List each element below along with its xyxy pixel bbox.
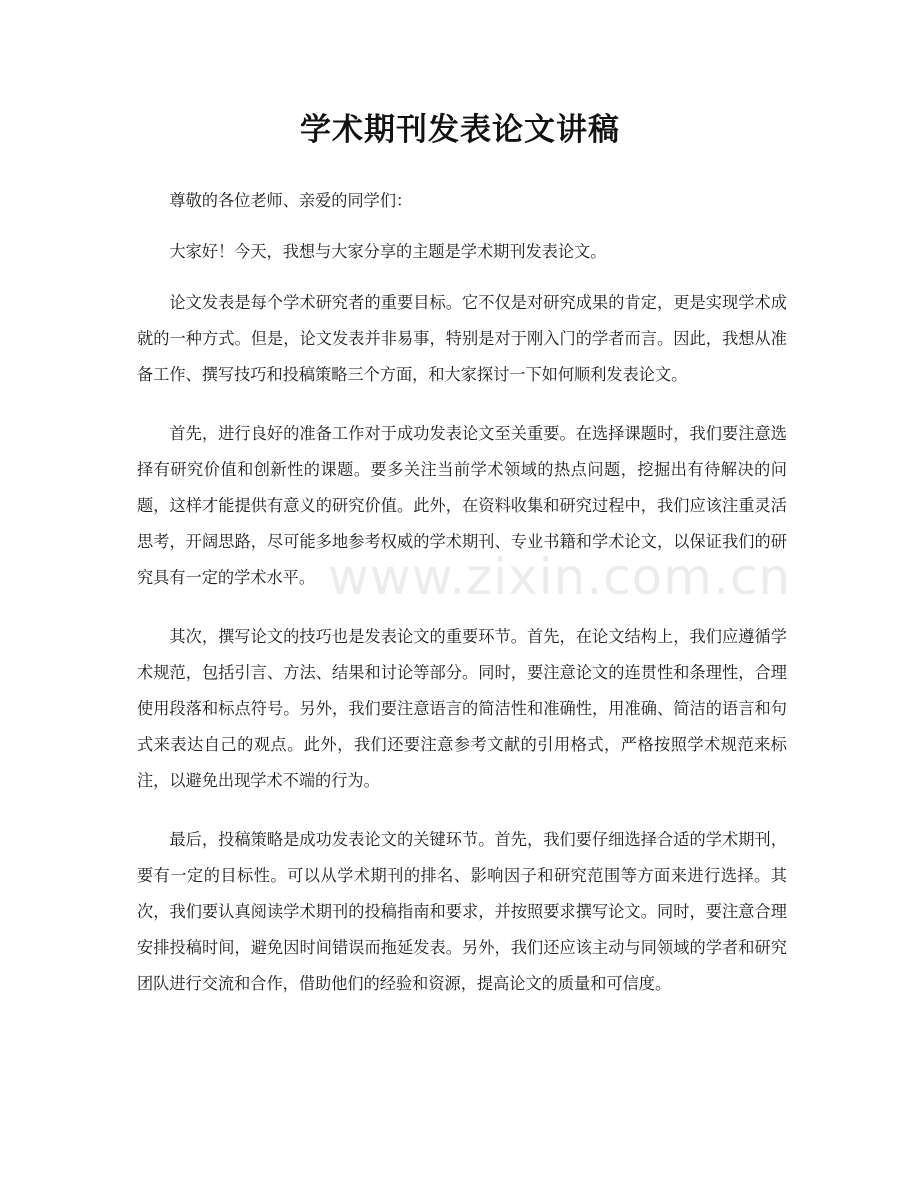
paragraph-intro: 大家好！今天，我想与大家分享的主题是学术期刊发表论文。 xyxy=(169,242,607,261)
paragraph-overview: 论文发表是每个学术研究者的重要目标。它不仅是对研究成果的肯定，更是实现学术成就的一种方式。但是，论文发表并非易事，特别是对于刚入门的学者而言。因此，我想从准备工作、撰写技巧和投稿策略三个方面，和大家探讨一下如何顺利发表论文。 xyxy=(137,293,787,384)
paragraph-submission-strategy: 最后，投稿策略是成功发表论文的关键环节。首先，我们要仔细选择合适的学术期刊，要有一定的目标性。可以从学术期刊的排名、影响因子和研究范围等方面来进行选择。其次，我们要认真阅读学术期刊的投稿指南和要求，并按照要求撰写论文。同时，要注意合理安排投稿时间，避免因时间错误而拖延发表。另外，我们还应该主动与同领域的学者和研究团队进行交流和合作，借助他们的经验和资源，提高论文的质量和可信度。 xyxy=(137,830,787,993)
paragraph-preparation: 首先，进行良好的准备工作对于成功发表论文至关重要。在选择课题时，我们要注意选择有研究价值和创新性的课题。要多关注当前学术领域的热点问题，挖掘出有待解决的问题，这样才能提供有意义的研究价值。此外，在资料收集和研究过程中，我们应该注重灵活思考，开阔思路，尽可能多地参考权威的学术期刊、专业书籍和学术论文，以保证我们的研究具有一定的学术水平。 xyxy=(137,424,787,587)
watermark-text: www.zixin.com.cn xyxy=(328,548,792,606)
document-title: 学术期刊发表论文讲稿 xyxy=(300,112,620,148)
paragraph-greeting: 尊敬的各位老师、亲爱的同学们： xyxy=(169,191,413,210)
paragraph-writing-skills: 其次，撰写论文的技巧也是发表论文的重要环节。首先，在论文结构上，我们应遵循学术规范，包括引言、方法、结果和讨论等部分。同时，要注意论文的连贯性和条理性，合理使用段落和标点符号。另外，我们要注意语言的简洁性和准确性，用准确、简洁的语言和句式来表达自己的观点。此外，我们还要注意参考文献的引用格式，严格按照学术规范来标注，以避免出现学术不端的行为。 xyxy=(137,627,787,790)
document-body xyxy=(137,183,787,1025)
